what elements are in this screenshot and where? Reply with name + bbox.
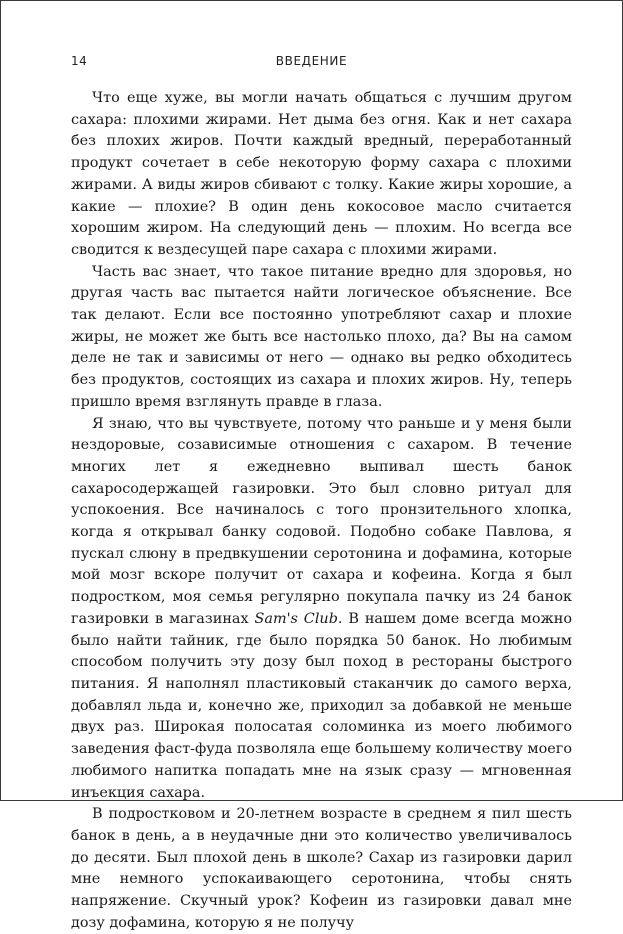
paragraph-4: В подростковом и 20-летнем возрасте в среднем я пил шесть банок в день, а в неудачные дни это количество увеличивалось до десяти. Был плохой день в школе? Сахар из газировки дарил мне немного успокаивающего серотонина, чтобы снять напряжение. Скучный урок? Кофеин из газировки давал мне дозу дофамина, которую я не получу <box>71 806 572 931</box>
paragraph-3-text-before: Я знаю, что вы чувствуете, потому что раньше и у меня были нездоровые, созависимые отношения с сахаром. В течение многих лет я ежедневно выпивал шесть банок сахаросодержащей газировки. Это был словно ритуал для успокоения. Все начиналось с того пронзительного хлопка, когда я открывал банку содовой. Подобно собаке Павлова, я пускал слюну в предвкушении серотонина и дофамина, которые мой мозг вскоре получит от сахара и кофеина. Когда я был подростком, моя семья регулярно покупала пачку из 24 банок газировки в магазинах <box>71 415 572 627</box>
paragraph-3 <box>71 414 572 805</box>
paragraph-3-text-after: . В нашем доме всегда можно было найти тайник, где было порядка 50 банок. Но любимым способом получить эту дозу был поход в рестораны быстрого питания. Я наполнял пластиковый стаканчик до самого верха, добавлял льда и, конечно же, приходил за добавкой не меньше двух раз. Широкая полосатая соломинка из моего любимого заведения фаст-фуда позволяла еще большему количеству моего любимого напитка попадать мне на язык сразу — мгновенная инъекция сахара. <box>71 610 572 801</box>
page-number: 14 <box>71 54 88 68</box>
paragraph-1: Что еще хуже, вы могли начать общаться с лучшим другом сахара: плохими жирами. Нет дыма без огня. Как и нет сахара без плохих жиров. Почти каждый вредный, переработанный продукт сочетает в себе некоторую форму сахара с плохими жирами. А виды жиров сбивают с толку. Какие жиры хорошие, а какие — плохие? В один день кокосовое масло считается хорошим жиром. На следующий день — плохим. Но всегда все сводится к вездесущей паре сахара с плохими жирами. <box>71 90 572 258</box>
paragraph-3-italic-store-name: Sam's Club <box>254 610 338 627</box>
paragraph-2: Часть вас знает, что такое питание вредно для здоровья, но другая часть вас пытается найти логическое объяснение. Все так делают. Если все постоянно употребляют сахар и плохие жиры, не может же быть все настолько плохо, да? Вы на самом деле не так и зависимы от него — однако вы редко обходитесь без продуктов, состоящих из сахара и плохих жиров. Ну, теперь пришло время взглянуть правде в глаза. <box>71 263 572 410</box>
running-header <box>71 54 552 74</box>
body-text <box>71 88 572 934</box>
chapter-title: ВВЕДЕНИЕ <box>275 54 348 68</box>
